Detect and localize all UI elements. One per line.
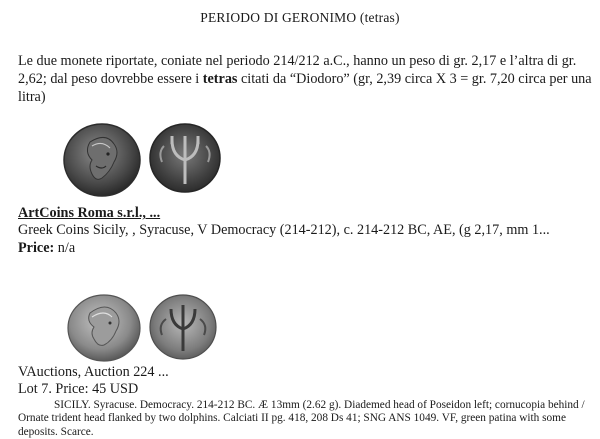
listing-seller-link[interactable]: ArtCoins Roma s.r.l., ... — [18, 205, 161, 221]
coin-obverse-image — [66, 293, 142, 363]
lot-description: SICILY. Syracuse. Democracy. 214-212 BC. Æ 13mm (2.62 g). Diademed head of Poseidon left; cornucopia behind / Ornate trident head flanked by two dolphins. Calciati II pg. 418, 208 Ds 41; SNG ANS 1049. VF, green patina with some deposits. Scarce. — [18, 399, 585, 438]
intro-text-start: Le due monete riportate, coniate nel periodo 214/212 a.C., hanno un peso di gr. 2,17 e l’altra di gr. 2,62; dal peso dovrebbe essere i — [18, 53, 577, 87]
coin-reverse-image — [148, 122, 222, 194]
auction-name[interactable]: VAuctions, Auction 224 ... — [18, 364, 169, 380]
coin-images-2 — [66, 293, 218, 363]
coin-images-1 — [62, 122, 222, 198]
price-label: Price: — [18, 240, 55, 256]
intro-text-end: citati da “Diodoro” (gr, 2,39 circa X 3 = gr. 7,20 circa per una litra) — [18, 71, 592, 105]
listing-price — [18, 240, 75, 257]
lot-and-price: Lot 7. Price: 45 USD — [18, 381, 139, 397]
coin-reverse-image — [148, 293, 218, 361]
price-value: n/a — [54, 240, 76, 256]
intro-paragraph — [18, 52, 594, 106]
listing-description: Greek Coins Sicily, , Syracuse, V Democracy (214-212), c. 214-212 BC, AE, (g 2,17, mm 1... — [18, 222, 550, 238]
page-title: PERIODO DI GERONIMO (tetras) — [200, 10, 400, 25]
coin-obverse-image — [62, 122, 142, 198]
intro-bold-term: tetras — [202, 71, 238, 87]
